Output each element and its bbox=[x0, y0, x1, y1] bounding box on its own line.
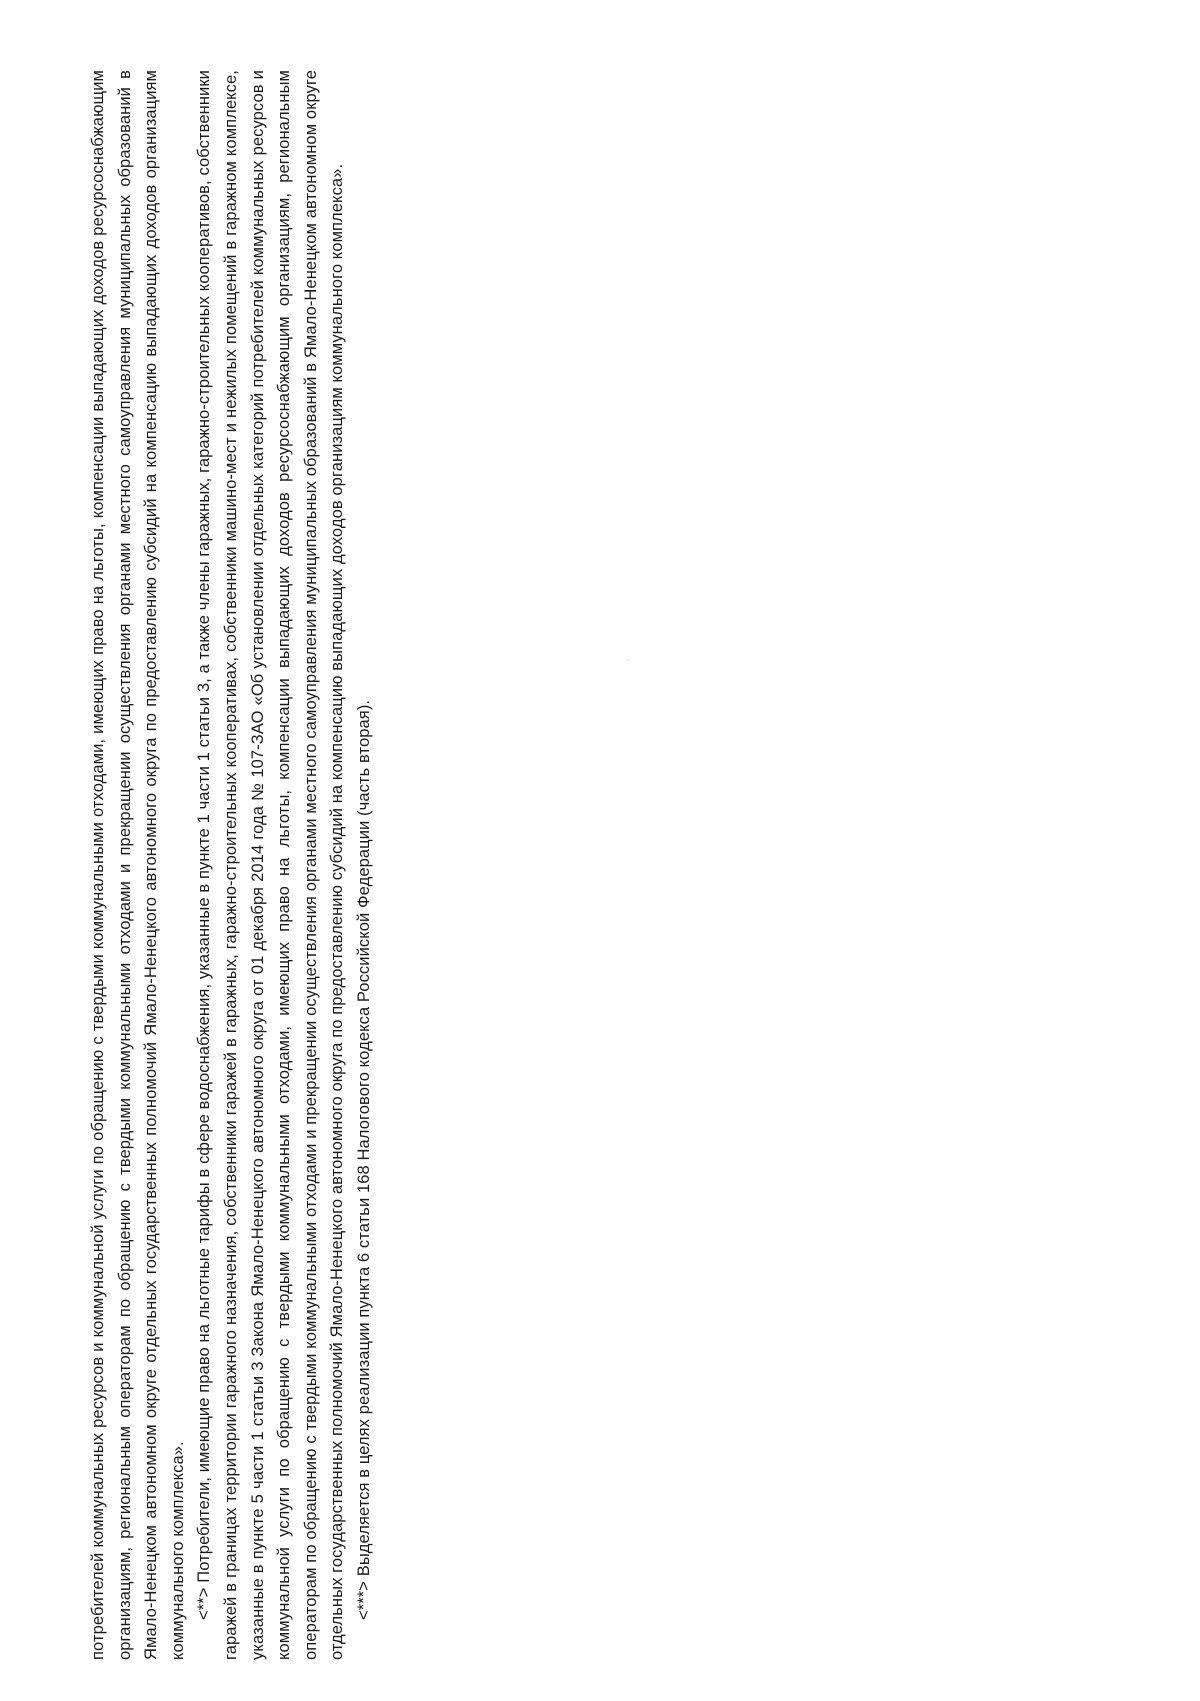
footnote-double-asterisk: <**> Потребители, имеющие право на льготные тарифы в сфере водоснабжения, указанные в пункте 1 части 1 статьи 3, а также члены гаражных, гаражно-строительных кооперативов, собственники гаражей в границах территории гаражного назначения, собственники гаражей в гаражных, гаражно-строительных кооперативах, собственники машино-мест и нежилых помещений в гаражном комплексе, указанные в пункте 5 части 1 статьи 3 Закона Ямало-Ненецкого автономного округа от 01 декабря 2014 года № 107-ЗАО «Об установлении отдельных категорий потребителей коммунальных ресурсов и коммунальной услуги по обращению с твердыми коммунальными отходами, имеющих право на льготы, компенсации выпадающих доходов ресурсоснабжающим организациям, региональным операторам по обращению с твердыми коммунальными отходами и прекращении осуществления органами местного самоуправления муниципальных образований в Ямало-Ненецком автономном округе отдельных государственных полномочий Ямало-Ненецкого автономного округа по предоставлению субсидий на компенсацию выпадающих доходов организациям коммунального комплекса». bbox=[195, 70, 347, 1660]
scan-speck bbox=[628, 660, 629, 661]
footnote-triple-asterisk: <***> Выделяется в целях реализации пункта 6 статьи 168 Налогового кодекса Российской Федерации (часть вторая). bbox=[354, 699, 373, 1620]
rotated-text-block bbox=[85, 70, 378, 1660]
paragraph-continuation: потребителей коммунальных ресурсов и коммунальной услуги по обращению с твердыми коммунальными отходами, имеющих право на льготы, компенсации выпадающих доходов ресурсоснабжающим организациям, региональным операторам по обращению с твердыми коммунальными отходами и прекращении осуществления органами местного самоуправления муниципальных образований в Ямало-Ненецком автономном округе отдельных государственных полномочий Ямало-Ненецкого автономного округа по предоставлению субсидий на компенсацию выпадающих доходов организациям коммунального комплекса». bbox=[89, 70, 187, 1660]
